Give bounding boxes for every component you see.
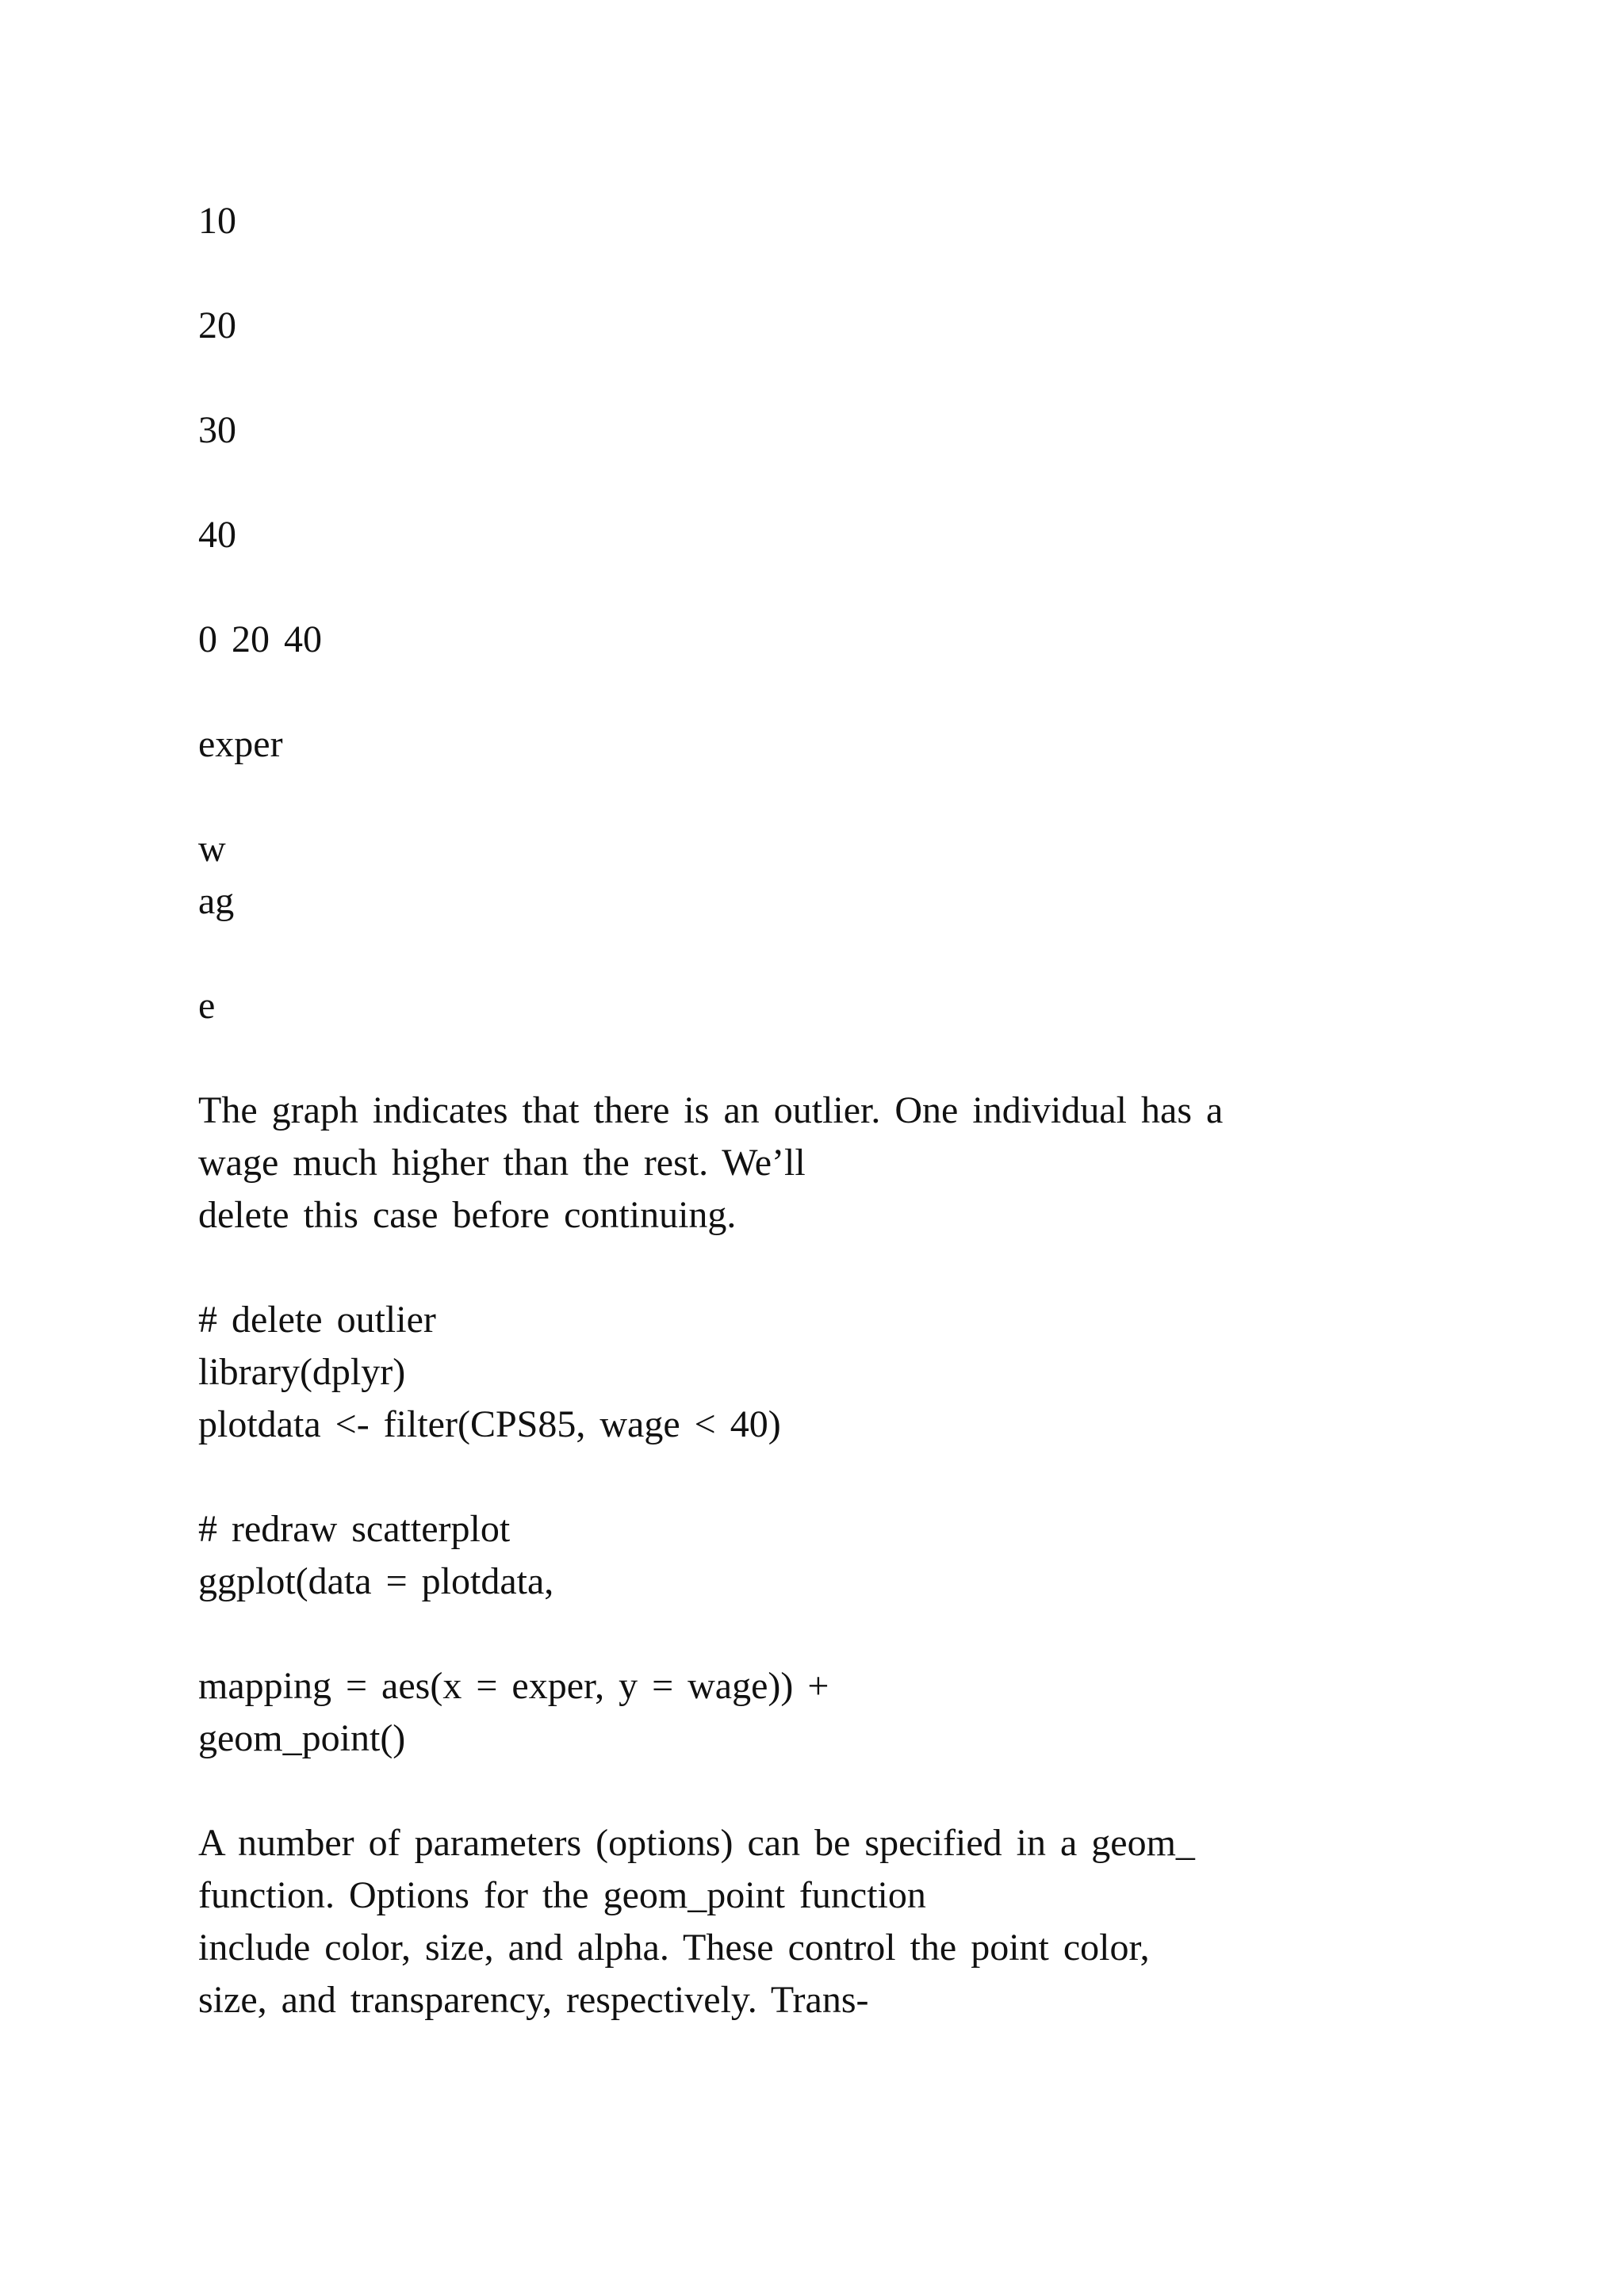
code-mapping-aes: mapping = aes(x = exper, y = wage)) + [198, 1665, 829, 1707]
y-axis-label-part-3: e [198, 985, 216, 1027]
spacer [198, 457, 1467, 509]
y-axis-label-part-1: w [198, 828, 226, 870]
paragraph-options-line-1: A number of parameters (options) can be specified in a geom_ [198, 1822, 1195, 1864]
spacer [198, 1765, 1467, 1817]
spacer [198, 771, 1467, 823]
paragraph-outlier-line-1: The graph indicates that there is an outlier. One individual has a [198, 1089, 1224, 1131]
paragraph-outlier-line-3: delete this case before continuing. [198, 1194, 737, 1236]
spacer [198, 928, 1467, 980]
paragraph-outlier-line-2: wage much higher than the rest. We’ll [198, 1142, 806, 1184]
spacer [198, 1451, 1467, 1503]
code-geom-point: geom_point() [198, 1717, 406, 1759]
spacer [198, 247, 1467, 300]
tick-label-30: 30 [198, 409, 236, 451]
tick-label-40: 40 [198, 514, 236, 556]
spacer [198, 1608, 1467, 1660]
paragraph-options-line-3: include color, size, and alpha. These control the point color, [198, 1927, 1150, 1969]
code-redraw-comment: # redraw scatterplot [198, 1508, 511, 1550]
spacer [198, 1032, 1467, 1085]
paragraph-options-line-4: size, and transparency, respectively. Trans- [198, 1979, 869, 2021]
spacer [198, 561, 1467, 614]
spacer [198, 1242, 1467, 1294]
code-ggplot-call: ggplot(data = plotdata, [198, 1560, 554, 1602]
x-tick-labels: 0 20 40 [198, 618, 322, 660]
spacer [198, 352, 1467, 404]
spacer [198, 666, 1467, 718]
tick-label-20: 20 [198, 304, 236, 346]
code-library-dplyr: library(dplyr) [198, 1351, 406, 1393]
tick-label-10: 10 [198, 200, 236, 242]
code-delete-outlier-comment: # delete outlier [198, 1299, 436, 1341]
code-filter-call: plotdata <- filter(CPS85, wage < 40) [198, 1403, 781, 1445]
x-axis-label: exper [198, 723, 283, 765]
y-axis-label-part-2: ag [198, 880, 235, 922]
document-body [198, 195, 1467, 2026]
paragraph-options-line-2: function. Options for the geom_point function [198, 1874, 926, 1916]
